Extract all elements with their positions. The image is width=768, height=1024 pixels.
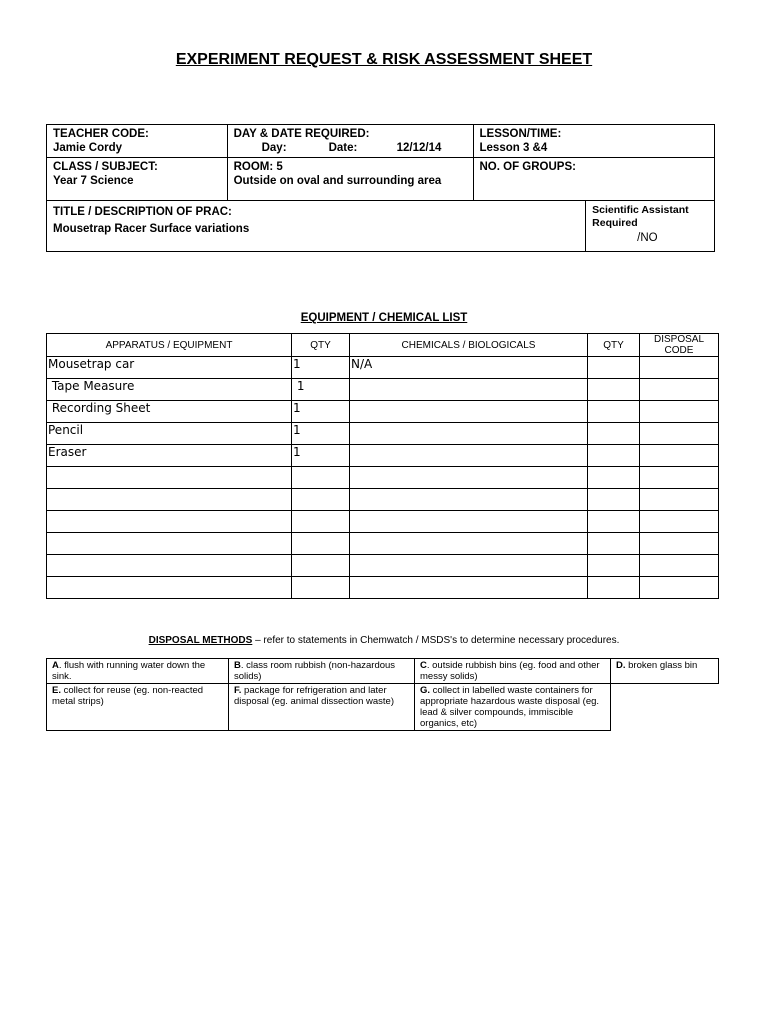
disposal-method-g: G. collect in labelled waste containers for appropriate hazardous waste disposal (eg. lead & silver compounds, immiscible organics, etc)	[415, 684, 611, 731]
equipment-cell-qty	[292, 489, 350, 511]
equipment-cell-disposal-code	[640, 577, 719, 599]
header-qty-2: QTY	[588, 334, 640, 357]
equipment-row	[47, 357, 719, 379]
groups-label: NO. OF GROUPS:	[479, 161, 576, 173]
equipment-header-row	[47, 334, 719, 357]
teacher-code-label: TEACHER CODE:	[53, 128, 149, 140]
prac-cell	[47, 201, 586, 252]
disposal-method-a: A. flush with running water down the sink.	[47, 659, 229, 684]
equipment-cell-chem-qty	[588, 401, 640, 423]
assistant-cell	[586, 201, 715, 252]
room-cell	[227, 158, 473, 201]
equipment-cell-disposal-code	[640, 357, 719, 379]
equipment-cell-qty	[292, 555, 350, 577]
date-value: 12/12/14	[396, 142, 442, 154]
equipment-cell-chemical	[350, 423, 588, 445]
equipment-cell-disposal-code	[640, 379, 719, 401]
equipment-cell-chem-qty	[588, 511, 640, 533]
equipment-cell-apparatus	[47, 467, 292, 489]
equipment-cell-disposal-code	[640, 555, 719, 577]
disposal-method-e: E. collect for reuse (eg. non-reacted metal strips)	[47, 684, 229, 731]
equipment-cell-chemical	[350, 467, 588, 489]
equipment-cell-qty	[292, 577, 350, 599]
equipment-row	[47, 445, 719, 467]
equipment-cell-chem-qty	[588, 423, 640, 445]
equipment-cell-apparatus	[47, 489, 292, 511]
groups-cell	[473, 158, 715, 201]
equipment-cell-qty: 1	[292, 401, 350, 423]
disposal-method-c: C. outside rubbish bins (eg. food and other messy solids)	[415, 659, 611, 684]
disposal-note	[0, 635, 768, 646]
equipment-cell-chemical	[350, 511, 588, 533]
equipment-cell-disposal-code	[640, 533, 719, 555]
equipment-cell-chem-qty	[588, 357, 640, 379]
equipment-cell-disposal-code	[640, 467, 719, 489]
disposal-methods-text: – refer to statements in Chemwatch / MSDS's to determine necessary procedures.	[252, 635, 620, 646]
equipment-row	[47, 555, 719, 577]
equipment-cell-chemical	[350, 445, 588, 467]
equipment-cell-qty	[292, 511, 350, 533]
equipment-cell-qty	[292, 533, 350, 555]
equipment-cell-apparatus	[47, 577, 292, 599]
equipment-cell-qty: 1	[292, 379, 350, 401]
equipment-cell-chemical	[350, 555, 588, 577]
equipment-cell-apparatus: Recording Sheet	[47, 401, 292, 423]
class-cell	[47, 158, 228, 201]
equipment-cell-chem-qty	[588, 489, 640, 511]
disposal-methods-table	[46, 658, 719, 731]
equipment-cell-chem-qty	[588, 555, 640, 577]
equipment-cell-disposal-code	[640, 445, 719, 467]
equipment-cell-chemical: N/A	[350, 357, 588, 379]
equipment-cell-chem-qty	[588, 379, 640, 401]
equipment-cell-apparatus	[47, 511, 292, 533]
disposal-methods-heading: DISPOSAL METHODS	[148, 635, 253, 646]
equipment-cell-apparatus: Pencil	[47, 423, 292, 445]
request-info-table	[46, 124, 715, 252]
equipment-cell-chemical	[350, 401, 588, 423]
equipment-cell-qty: 1	[292, 445, 350, 467]
lesson-label: LESSON/TIME:	[479, 128, 562, 140]
room-label: ROOM: 5	[233, 161, 283, 173]
day-date-cell	[227, 125, 473, 158]
equipment-cell-disposal-code	[640, 401, 719, 423]
equipment-cell-chem-qty	[588, 467, 640, 489]
prac-label: TITLE / DESCRIPTION OF PRAC:	[53, 206, 232, 218]
equipment-cell-apparatus	[47, 533, 292, 555]
equipment-row	[47, 401, 719, 423]
page-title: EXPERIMENT REQUEST & RISK ASSESSMENT SHEET	[175, 51, 593, 68]
teacher-code-value: Jamie Cordy	[53, 142, 123, 154]
disposal-empty-cell	[611, 684, 719, 731]
day-date-label: DAY & DATE REQUIRED:	[233, 128, 370, 140]
equipment-cell-chemical	[350, 489, 588, 511]
disposal-method-d: D. broken glass bin	[611, 659, 719, 684]
prac-value: Mousetrap Racer Surface variations	[53, 223, 250, 235]
day-label: Day:	[261, 142, 287, 154]
lesson-value: Lesson 3 &4	[479, 142, 548, 154]
equipment-cell-disposal-code	[640, 489, 719, 511]
disposal-method-b: B. class room rubbish (non-hazardous solids)	[229, 659, 415, 684]
equipment-cell-chemical	[350, 379, 588, 401]
header-disposal-code: DISPOSAL CODE	[640, 334, 719, 357]
assistant-label: Scientific Assistant Required	[592, 204, 689, 229]
equipment-cell-chemical	[350, 577, 588, 599]
equipment-row	[47, 577, 719, 599]
equipment-cell-apparatus: Tape Measure	[47, 379, 292, 401]
equipment-cell-apparatus: Eraser	[47, 445, 292, 467]
equipment-cell-apparatus: Mousetrap car	[47, 357, 292, 379]
equipment-row	[47, 489, 719, 511]
disposal-method-f: F. package for refrigeration and later disposal (eg. animal dissection waste)	[229, 684, 415, 731]
equipment-cell-qty: 1	[292, 423, 350, 445]
equipment-cell-chem-qty	[588, 577, 640, 599]
equipment-cell-qty	[292, 467, 350, 489]
equipment-heading: EQUIPMENT / CHEMICAL LIST	[300, 312, 468, 324]
equipment-table	[46, 333, 719, 599]
equipment-row	[47, 533, 719, 555]
teacher-code-cell	[47, 125, 228, 158]
equipment-row	[47, 423, 719, 445]
header-chemicals: CHEMICALS / BIOLOGICALS	[350, 334, 588, 357]
equipment-cell-disposal-code	[640, 511, 719, 533]
room-value: Outside on oval and surrounding area	[233, 175, 442, 187]
lesson-cell	[473, 125, 715, 158]
class-value: Year 7 Science	[53, 175, 134, 187]
class-label: CLASS / SUBJECT:	[53, 161, 158, 173]
equipment-cell-chem-qty	[588, 533, 640, 555]
header-qty: QTY	[292, 334, 350, 357]
equipment-cell-disposal-code	[640, 423, 719, 445]
assistant-value: /NO	[637, 232, 658, 244]
equipment-row	[47, 511, 719, 533]
equipment-cell-qty: 1	[292, 357, 350, 379]
equipment-row	[47, 379, 719, 401]
date-label: Date:	[328, 142, 358, 154]
header-apparatus: APPARATUS / EQUIPMENT	[47, 334, 292, 357]
equipment-cell-chem-qty	[588, 445, 640, 467]
equipment-cell-chemical	[350, 533, 588, 555]
equipment-row	[47, 467, 719, 489]
equipment-cell-apparatus	[47, 555, 292, 577]
